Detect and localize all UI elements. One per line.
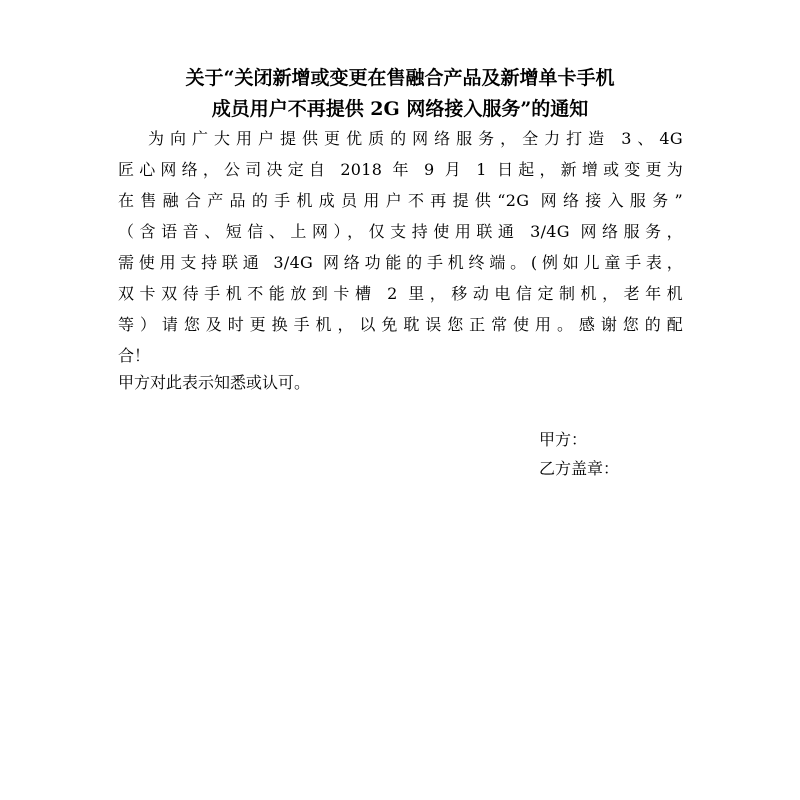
body-line-3: 在售融合产品的手机成员用户不再提供“2G 网络接入服务” <box>118 191 683 210</box>
body-line-5: 需使用支持联通 3/4G 网络功能的手机终端。(例如儿童手表， <box>118 253 683 272</box>
body-line-4: （含语音、短信、上网），仅支持使用联通 3/4G 网络服务， <box>118 222 683 241</box>
body-line-8: 合！ <box>118 346 151 365</box>
body-line-6: 双卡双待手机不能放到卡槽 2 里，移动电信定制机，老年机 <box>118 284 683 303</box>
acknowledgement-text: 甲方对此表示知悉或认可。 <box>118 373 311 392</box>
body-line-7: 等）请您及时更换手机，以免耽误您正常使用。感谢您的配 <box>118 315 683 334</box>
party-b-seal-label: 乙方盖章： <box>539 459 620 478</box>
party-a-label: 甲方： <box>539 430 588 449</box>
notice-title-line-1: 关于“关闭新增或变更在售融合产品及新增单卡手机 <box>185 67 615 89</box>
body-line-2: 匠心网络，公司决定自 2018 年 9 月 1 日起，新增或变更为 <box>118 160 683 179</box>
body-line-1: 为向广大用户提供更优质的网络服务，全力打造 3、4G <box>148 129 683 148</box>
notice-title-line-2: 成员用户不再提供 2G 网络接入服务”的通知 <box>211 98 589 120</box>
